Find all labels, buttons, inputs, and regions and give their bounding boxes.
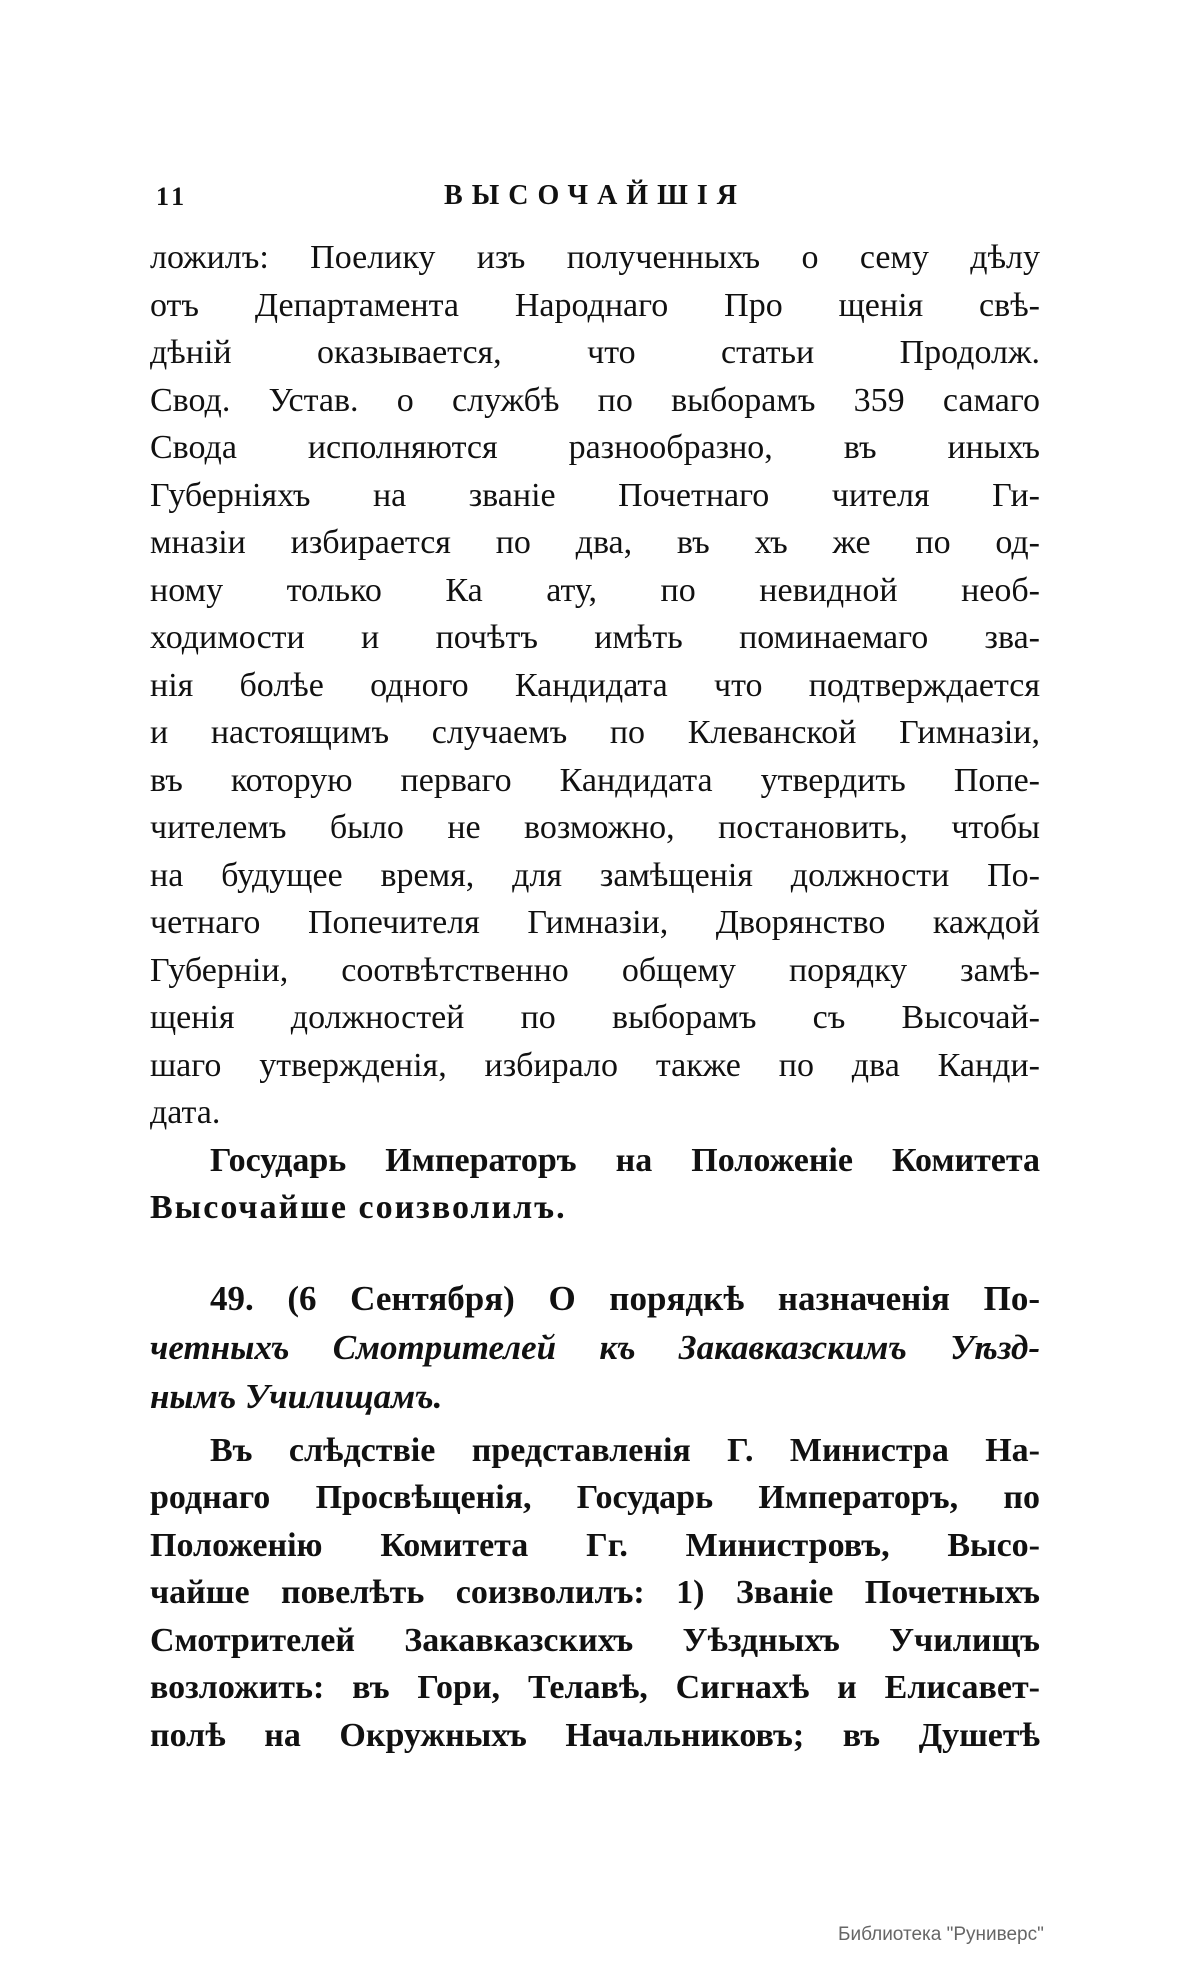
text-line: дѣній оказывается, что статьи Продолж. bbox=[150, 334, 1040, 371]
text-line: нія болѣе одного Кандидата что подтверждается bbox=[150, 666, 1040, 704]
library-watermark: Библиотека "Руниверс" bbox=[838, 1924, 1044, 1945]
text-line: Смотрителей Закавказскихъ Уѣздныхъ Училищъ bbox=[150, 1621, 1040, 1659]
text-line: дата. bbox=[150, 1094, 221, 1131]
text-line: Губерніяхъ на званіе Почетнаго чителя Ги- bbox=[150, 476, 1040, 514]
text-line: ному только Ка ату, по невидной необ- bbox=[150, 571, 1040, 609]
text-line: ходимости и почѣтъ имѣть поминаемаго зва- bbox=[150, 619, 1040, 656]
text-line: роднаго Просвѣщенія, Государь Императоръ, по bbox=[150, 1479, 1040, 1516]
text-line: Свода исполняются разнообразно, въ иныхъ bbox=[150, 429, 1040, 466]
text-line: Положенію Комитета Гг. Министровъ, Высо- bbox=[150, 1526, 1040, 1564]
section-title-line: 49. (6 Сентября) О порядкѣ назначенія По- bbox=[210, 1278, 1040, 1318]
text-line: въ которую перваго Кандидата утвердить Попе- bbox=[150, 761, 1040, 799]
text-line: шаго утвержденія, избирало также по два Канди- bbox=[150, 1046, 1040, 1084]
text-line: полѣ на Окружныхъ Начальниковъ; въ Душетѣ bbox=[150, 1716, 1040, 1754]
section-gap bbox=[150, 1232, 1040, 1274]
text-line: Губерніи, соотвѣтственно общему порядку замѣ- bbox=[150, 951, 1040, 989]
text-line: отъ Департамента Народнаго Про щенія свѣ- bbox=[150, 286, 1040, 324]
section-49-title bbox=[150, 1274, 1040, 1421]
text-line: возложить: въ Гори, Телавѣ, Сигнахѣ и Елисавет- bbox=[150, 1669, 1040, 1706]
page-header bbox=[150, 178, 1040, 224]
paragraph-approval bbox=[150, 1137, 1040, 1232]
text-line: Государь Императоръ на Положеніе Комитета bbox=[210, 1141, 1040, 1179]
page-number: 1 1 bbox=[156, 182, 185, 211]
page-content bbox=[150, 178, 1040, 1759]
paragraph-continued bbox=[150, 234, 1040, 1137]
running-title: ВЫСОЧАЙШІЯ bbox=[444, 180, 746, 211]
text-line: и настоящимъ случаемъ по Клеванской Гимназіи, bbox=[150, 714, 1040, 751]
text-line: мназіи избирается по два, въ хъ же по од- bbox=[150, 524, 1040, 561]
text-line: четнаго Попечителя Гимназіи, Дворянство каждой bbox=[150, 904, 1040, 941]
text-line: щенія должностей по выборамъ съ Высочай- bbox=[150, 999, 1040, 1036]
text-line: чителемъ было не возможно, постановить, чтобы bbox=[150, 809, 1040, 846]
section-49-body bbox=[150, 1427, 1040, 1760]
text-line: ложилъ: Поелику изъ полученныхъ о сему дѣлу bbox=[150, 239, 1040, 276]
text-line: Высочайше соизволилъ. bbox=[150, 1189, 567, 1226]
section-title-line: четныхъ Смотрителей къ Закавказскимъ Уѣзд- bbox=[150, 1327, 1040, 1367]
text-line: Въ слѣдствіе представленія Г. Министра На- bbox=[210, 1431, 1040, 1469]
text-line: чайше повелѣть соизволилъ: 1) Званіе Почетныхъ bbox=[150, 1574, 1040, 1611]
section-title-line: нымъ Училищамъ. bbox=[150, 1376, 443, 1416]
text-line: на будущее время, для замѣщенія должности По- bbox=[150, 856, 1040, 894]
text-line: Свод. Устав. о службѣ по выборамъ 359 самаго bbox=[150, 381, 1040, 419]
